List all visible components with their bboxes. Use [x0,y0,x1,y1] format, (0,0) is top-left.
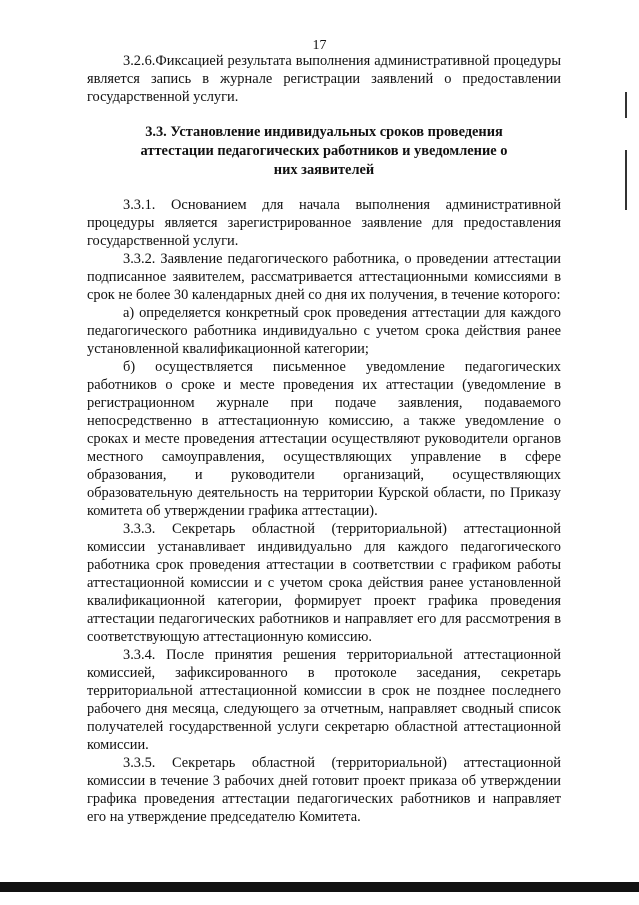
scan-edge-mark [625,92,627,118]
section-heading-3-3: 3.3. Установление индивидуальных сроков проведения аттестации педагогических работников и уведомление о них заявителей [140,124,508,178]
paragraph-3-3-1: 3.3.1. Основанием для начала выполнения административной процедуры является зарегистрированное заявление для предоставления государственной услуги. [87,197,561,249]
paragraph-3-2-6: 3.2.6.Фиксацией результата выполнения административной процедуры является запись в журнале регистрации заявлений о предоставлении государственной услуги. [87,53,561,105]
paragraph-3-3-2-b: б) осуществляется письменное уведомление педагогических работников о сроке и месте проведения их аттестации (уведомление в регистрационном журнале при подаче заявления, подаваемого непосредственно в аттестационную комиссию, а также уведомление о сроках и месте проведения аттестации осуществляют руководители органов местного самоуправления, осуществляющих управление в сфере образования, и руководители организаций, осуществляющих образовательную деятельность на территории Курской области, по Приказу комитета об утверждении графика аттестации). [87,359,561,519]
paragraph-3-3-4: 3.3.4. После принятия решения территориальной аттестационной комиссией, зафиксированного в протоколе заседания, секретарь территориальной аттестационной комиссии в срок не позднее последнего рабочего дня месяца, следующего за отчетным, направляет сводный список получателей государственной услуги секретарю областной аттестационной комиссии. [87,647,561,753]
paragraph-3-3-3: 3.3.3. Секретарь областной (территориальной) аттестационной комиссии устанавливает индивидуально для каждого педагогического работника срок проведения аттестации в соответствии с графиком работы аттестационной комиссии и с учетом срока действия ранее установленной квалификационной категории, формирует проект графика проведения аттестации педагогических работников и направляет его для рассмотрения в соответствующую аттестационную комиссию. [87,521,561,645]
scan-bottom-border [0,882,639,892]
document-body [87,52,561,826]
page-number: 17 [312,38,327,53]
paragraph-3-3-2-a: а) определяется конкретный срок проведения аттестации для каждого педагогического работника индивидуально с учетом срока действия ранее установленной квалификационной категории; [87,305,561,357]
scan-edge-mark [625,150,627,210]
paragraph-3-3-2: 3.3.2. Заявление педагогического работника, о проведении аттестации подписанное заявителем, рассматривается аттестационными комиссиями в срок не более 30 календарных дней со дня их получения, в течение которого: [87,251,561,303]
paragraph-3-3-5: 3.3.5. Секретарь областной (территориальной) аттестационной комиссии в течение 3 рабочих дней готовит проект приказа об утверждении графика проведения аттестации педагогических работников и направляет его на утверждение председателю Комитета. [87,755,561,825]
